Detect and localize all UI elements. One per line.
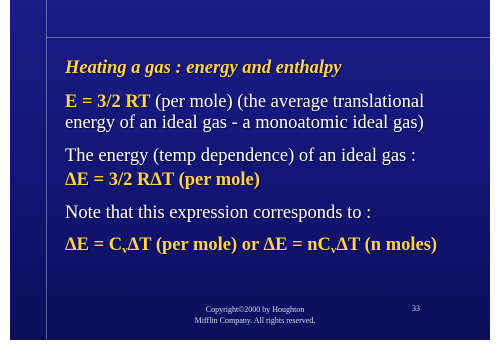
copyright-footer: [190, 304, 320, 326]
copyright-line-2: Mifflin Company. All rights reserved.: [194, 316, 316, 325]
page-number: 33: [412, 304, 420, 313]
delta-energy-formula: ΔE = 3/2 RΔT (per mole): [65, 170, 260, 190]
subscript-v-2: v: [330, 244, 337, 256]
slide-title: Heating a gas : energy and enthalpy: [65, 58, 342, 78]
formula-part-c: ΔT (n moles): [336, 235, 438, 255]
text-line-5: Note that this expression corresponds to :: [65, 203, 372, 223]
energy-formula: E = 3/2 RT: [65, 92, 151, 112]
formula-part-a: ΔE = C: [65, 235, 123, 255]
horizontal-rule: [46, 37, 490, 38]
slide: [10, 0, 490, 340]
heat-capacity-formula: [65, 235, 437, 261]
formula-line-1-text: (per mole) (the average translational: [150, 92, 425, 112]
text-line-2: energy of an ideal gas - a monoatomic ideal gas): [65, 113, 424, 133]
vertical-rule: [46, 0, 47, 340]
subscript-v-1: v: [122, 244, 128, 256]
formula-line-1: [65, 92, 424, 113]
text-line-3: The energy (temp dependence) of an ideal gas :: [65, 146, 417, 166]
copyright-line-1: Copyright©2000 by Houghton: [205, 305, 305, 314]
formula-part-b: ΔT (per mole) or ΔE = nC: [127, 235, 331, 255]
